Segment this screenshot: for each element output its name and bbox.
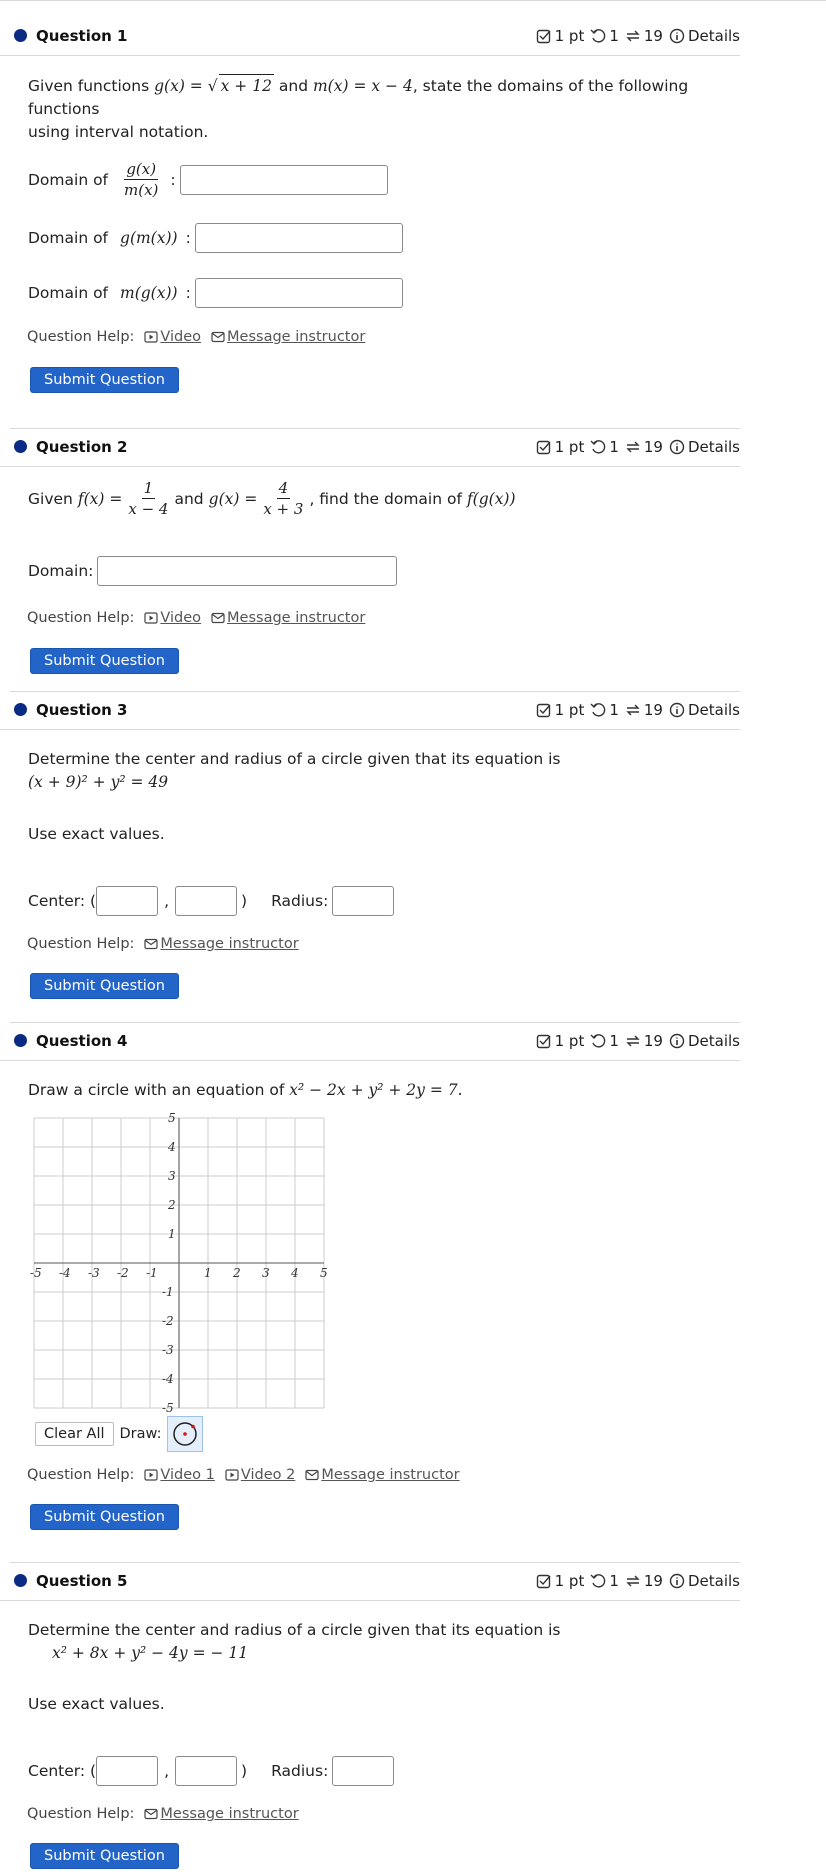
draw-label: Draw: <box>119 1426 162 1442</box>
prompt-text-3: using interval notation. <box>28 123 209 141</box>
submit-question-button[interactable]: Submit Question <box>30 1843 179 1869</box>
center-x-input[interactable] <box>96 886 158 916</box>
x-tick-label: -2 <box>117 1266 129 1280</box>
question-meta <box>536 701 740 719</box>
center-radius-row <box>28 886 394 916</box>
question-meta <box>536 1572 740 1590</box>
prompt-and: and <box>278 77 309 95</box>
center-y-input[interactable] <box>175 886 237 916</box>
fraction-denominator: m(x) <box>124 181 159 199</box>
question-header <box>0 1005 740 1061</box>
retry-icon <box>625 702 641 718</box>
submit-question-button[interactable]: Submit Question <box>30 367 179 393</box>
circle-equation: x² − 2x + y² + 2y = 7. <box>289 1081 463 1099</box>
info-icon <box>669 1573 685 1589</box>
question-3 <box>0 674 740 994</box>
question-title: Question 5 <box>36 1572 128 1590</box>
question-prompt <box>28 1619 561 1665</box>
tries-text: 19 <box>643 1572 663 1590</box>
y-tick-label: -5 <box>162 1401 174 1412</box>
g-lhs: g(x) = <box>208 489 258 508</box>
attempts-text: 1 <box>609 1032 619 1050</box>
question-header <box>0 411 740 467</box>
colon: : <box>185 229 191 247</box>
comma: , <box>164 892 170 910</box>
domain-row-mg <box>28 278 403 308</box>
question-bullet <box>14 29 27 42</box>
retry-icon <box>625 1033 641 1049</box>
y-tick-label: -3 <box>162 1343 174 1357</box>
message-instructor-link[interactable]: Message instructor <box>144 1806 298 1822</box>
video-icon <box>225 1468 239 1482</box>
close-paren: ) <box>241 1762 248 1780</box>
question-prompt <box>28 1079 463 1102</box>
circle-tool-icon <box>171 1420 199 1448</box>
domain-label: Domain of <box>28 229 109 247</box>
help-label: Question Help: <box>27 610 135 626</box>
domain-label: Domain of <box>28 170 109 189</box>
prompt-text-2: , state the domains of the following functions <box>28 77 689 118</box>
prompt-text: Given functions <box>28 77 150 95</box>
checkbox-icon <box>536 1573 552 1589</box>
y-tick-label: 5 <box>168 1112 176 1125</box>
domain-gm-input[interactable] <box>195 223 403 253</box>
circle-equation: x² + 8x + y² − 4y = − 11 <box>52 1644 249 1662</box>
details-link[interactable] <box>669 701 740 719</box>
tries-text: 19 <box>643 438 663 456</box>
video-icon <box>144 330 158 344</box>
question-5 <box>0 1545 740 1864</box>
radius-input[interactable] <box>332 1756 394 1786</box>
close-paren: ) <box>241 892 248 910</box>
details-link[interactable] <box>669 438 740 456</box>
details-text: Details <box>687 1572 740 1590</box>
question-header <box>0 0 740 56</box>
mail-icon <box>305 1468 319 1482</box>
retry-icon <box>625 1573 641 1589</box>
x-tick-label: 5 <box>320 1266 328 1280</box>
composition-fg: f(g(x)) <box>466 489 516 508</box>
graph-canvas[interactable] <box>28 1112 328 1412</box>
domain-label: Domain: <box>28 562 94 580</box>
video-icon <box>144 1468 158 1482</box>
details-text: Details <box>687 27 740 45</box>
fraction-numerator: g(x) <box>126 160 157 178</box>
details-text: Details <box>687 1032 740 1050</box>
prompt-text: Draw a circle with an equation of <box>28 1081 285 1099</box>
mail-icon <box>144 937 158 951</box>
prompt-text-2: , find the domain of <box>309 489 462 508</box>
tries-text: 19 <box>643 701 663 719</box>
points-text: 1 pt <box>554 438 585 456</box>
checkbox-icon <box>536 439 552 455</box>
y-tick-label: 1 <box>168 1227 176 1241</box>
points-text: 1 pt <box>554 701 585 719</box>
message-instructor-link[interactable]: Message instructor <box>211 329 365 345</box>
message-instructor-link[interactable]: Message instructor <box>144 936 298 952</box>
attempts-text: 1 <box>609 1572 619 1590</box>
exact-values-note: Use exact values. <box>28 1695 165 1713</box>
center-x-input[interactable] <box>96 1756 158 1786</box>
checkbox-icon <box>536 702 552 718</box>
points-text: 1 pt <box>554 1032 585 1050</box>
attempts-text: 1 <box>609 27 619 45</box>
question-help <box>27 610 365 626</box>
x-tick-label: -4 <box>59 1266 71 1280</box>
help-label: Question Help: <box>27 1467 135 1483</box>
details-text: Details <box>687 438 740 456</box>
question-help <box>27 1467 460 1483</box>
x-tick-label: 4 <box>291 1266 299 1280</box>
video-1-link[interactable]: Video 1 <box>144 1467 214 1483</box>
y-tick-label: 3 <box>168 1169 176 1183</box>
radius-label: Radius: <box>271 892 329 910</box>
info-icon <box>669 28 685 44</box>
y-tick-label: 2 <box>168 1198 176 1212</box>
radius-label: Radius: <box>271 1762 329 1780</box>
domain-label: Domain of <box>28 284 109 302</box>
question-bullet <box>14 440 27 453</box>
question-help <box>27 936 299 952</box>
center-radius-row <box>28 1756 394 1786</box>
video-link[interactable]: Video <box>144 610 201 626</box>
info-icon <box>669 1033 685 1049</box>
undo-icon <box>590 439 606 455</box>
g-fraction: $\frac{4}{x + 3}$ <box>263 479 304 518</box>
help-label: Question Help: <box>27 1806 135 1822</box>
question-header <box>0 674 740 730</box>
graph-toolbar <box>35 1416 203 1452</box>
f-lhs: f(x) = <box>77 489 123 508</box>
help-label: Question Help: <box>27 329 135 345</box>
m-definition: m(x) = x − 4 <box>312 77 413 95</box>
x-tick-label: -3 <box>88 1266 100 1280</box>
y-tick-label: 4 <box>168 1140 176 1154</box>
x-tick-label: 1 <box>204 1266 212 1280</box>
points-text: 1 pt <box>554 27 585 45</box>
question-prompt <box>28 74 728 144</box>
question-prompt <box>28 479 516 518</box>
circle-tool-button[interactable] <box>167 1416 203 1452</box>
f-fraction: $\frac{1}{x - 4}$ <box>128 479 169 518</box>
undo-icon <box>590 702 606 718</box>
sqrt-symbol: √ <box>207 77 218 95</box>
question-4 <box>0 1005 740 1525</box>
tries-text: 19 <box>643 1032 663 1050</box>
question-bullet <box>14 1034 27 1047</box>
composition-mg: m(g(x)) <box>120 284 178 302</box>
undo-icon <box>590 1573 606 1589</box>
g-definition: g(x) = √ x + 12 <box>154 77 274 95</box>
question-help <box>27 1806 299 1822</box>
info-icon <box>669 439 685 455</box>
x-tick-label: -1 <box>146 1266 158 1280</box>
details-link[interactable] <box>669 1572 740 1590</box>
clear-all-button[interactable]: Clear All <box>35 1422 114 1446</box>
help-label: Question Help: <box>27 936 135 952</box>
exact-values-note: Use exact values. <box>28 825 165 843</box>
prompt-text: Determine the center and radius of a circle given that its equation is <box>28 1621 561 1639</box>
domain-quotient-input[interactable] <box>180 165 388 195</box>
question-bullet <box>14 1574 27 1587</box>
comma: , <box>164 1762 170 1780</box>
video-2-link[interactable]: Video 2 <box>225 1467 295 1483</box>
checkbox-icon <box>536 1033 552 1049</box>
circle-equation: (x + 9)² + y² = 49 <box>28 773 169 791</box>
video-link[interactable]: Video <box>144 329 201 345</box>
mail-icon <box>144 1807 158 1821</box>
center-label: Center: ( <box>28 1762 97 1780</box>
composition-gm: g(m(x)) <box>120 229 178 247</box>
details-text: Details <box>687 701 740 719</box>
center-y-input[interactable] <box>175 1756 237 1786</box>
question-meta <box>536 27 740 45</box>
details-link[interactable] <box>669 1032 740 1050</box>
points-text: 1 pt <box>554 1572 585 1590</box>
question-prompt <box>28 748 561 794</box>
retry-icon <box>625 439 641 455</box>
domain-input[interactable] <box>97 556 397 586</box>
mail-icon <box>211 611 225 625</box>
colon: : <box>170 170 176 189</box>
domain-row-gm <box>28 223 403 253</box>
question-title: Question 4 <box>36 1032 128 1050</box>
undo-icon <box>590 28 606 44</box>
domain-row-quotient <box>28 160 388 199</box>
mail-icon <box>211 330 225 344</box>
message-instructor-link[interactable]: Message instructor <box>305 1467 459 1483</box>
question-title: Question 3 <box>36 701 128 719</box>
colon: : <box>185 284 191 302</box>
center-label: Center: ( <box>28 892 97 910</box>
prompt-text: Determine the center and radius of a circle given that its equation is <box>28 750 561 768</box>
domain-row <box>28 556 397 586</box>
checkbox-icon <box>536 28 552 44</box>
question-2 <box>0 411 740 669</box>
domain-mg-input[interactable] <box>195 278 403 308</box>
question-header <box>0 1545 740 1601</box>
submit-question-button[interactable]: Submit Question <box>30 973 179 999</box>
x-tick-label: 3 <box>262 1266 270 1280</box>
attempts-text: 1 <box>609 701 619 719</box>
quotient-fraction <box>122 160 160 199</box>
radius-input[interactable] <box>332 886 394 916</box>
tries-text: 19 <box>643 27 663 45</box>
message-instructor-link[interactable]: Message instructor <box>211 610 365 626</box>
retry-icon <box>625 28 641 44</box>
question-1 <box>0 0 740 388</box>
video-icon <box>144 611 158 625</box>
attempts-text: 1 <box>609 438 619 456</box>
question-meta <box>536 438 740 456</box>
prompt-and: and <box>174 489 204 508</box>
question-title: Question 1 <box>36 27 128 45</box>
details-link[interactable] <box>669 27 740 45</box>
undo-icon <box>590 1033 606 1049</box>
submit-question-button[interactable]: Submit Question <box>30 648 179 674</box>
question-help <box>27 329 365 345</box>
x-tick-label: -5 <box>30 1266 42 1280</box>
question-bullet <box>14 703 27 716</box>
submit-question-button[interactable]: Submit Question <box>30 1504 179 1530</box>
y-tick-label: -2 <box>162 1314 174 1328</box>
x-tick-label: 2 <box>233 1266 241 1280</box>
question-title: Question 2 <box>36 438 128 456</box>
y-tick-label: -1 <box>162 1285 174 1299</box>
y-tick-label: -4 <box>162 1372 174 1386</box>
info-icon <box>669 702 685 718</box>
question-meta <box>536 1032 740 1050</box>
prompt-text: Given <box>28 489 73 508</box>
